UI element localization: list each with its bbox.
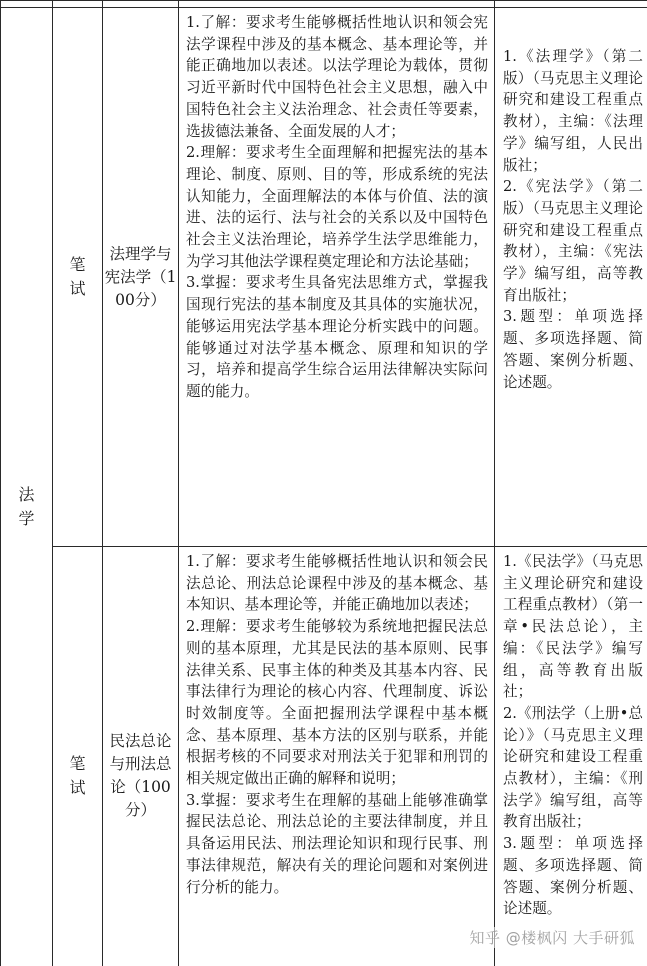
requirement-item: 3.掌握：要求考生在理解的基础上能够准确掌握民法总论、刑法总论的主要法律制度，并且具备运用民法、刑法理论知识和现行民事、刑事法律规范，解决有关的理论问题和对案例进行分析的能力。 [186,791,488,896]
requirement-item: 1.了解：要求考生能够概括性地认识和领会宪法学课程中涉及的基本概念、基本理论等，并能正确地加以表述。以法学理论为载体，贯彻习近平新时代中国特色社会主义思想，融入中国特色社会主义法治理念、社会责任等要素，选拔德法兼备、全面发展的人才； [186,14,488,140]
requirement-item: 2.理解：要求考生能够较为系统地把握民法总则的基本原理，尤其是民法的基本原则、民事法律关系、民事主体的种类及其基本内容、民事法律行为理论的核心内容、代理制度、诉讼时效制度等。全面把握刑法学课程中基本概念、基本原理、基本方法的区别与联系，并能根据考核的不同要求对刑法关于犯罪和刑罚的相关规定做出正确的解释和说明； [186,618,488,788]
strip-cell [495,1,647,8]
major-label: 法学 [18,484,35,528]
requirement-item: 3.掌握：要求考生具备宪法思维方式，掌握我国现行宪法的基本制度及其具体的实施状况，能够运用宪法学基本理论分析实践中的问题。能够通过对法学基本概念、原理和知识的学习，培养和提高学生综合运用法律解决实际问题的能力。 [186,274,488,400]
reference-item: 2.《刑法学（上册•总论）》（马克思主义理论研究和建设工程重点教材），主编：《刑法学》编写组，高等教育出版社； [503,704,643,831]
watermark: 知乎 @楼枫闪 大手研狐 [469,929,635,947]
exam-method-cell [53,547,103,966]
reference-item: 3.题型：单项选择题、多项选择题、简答题、案例分析题、论述题。 [503,835,643,918]
table-top-strip [1,1,647,8]
requirement-item: 2.理解：要求考生全面理解和把握宪法的基本理论、制度、原则、目的等，形成系统的宪法认知能力，全面理解法的本体与价值、法的演进、法的运行、法与社会的关系以及中国特色社会主义法治理论，培养学生法学思维能力，为学习其他法学课程奠定理论和方法论基础； [186,144,488,270]
reference-item: 3.题型：单项选择题、多项选择题、简答题、案例分析题、论述题。 [503,308,643,391]
requirements-cell [179,547,495,966]
exam-method-cell [53,8,103,547]
references-cell [495,547,647,966]
reference-item: 2.《宪法学》（第二版）（马克思主义理论研究和建设工程重点教材），主编：《宪法学》编写组，高等教育出版社； [503,178,643,304]
strip-cell [53,1,103,8]
requirement-item: 1.了解：要求考生能够概括性地认识和领会民法总论、刑法总论课程中涉及的基本概念、基本知识、基本理论等，并能正确地加以表述； [186,553,488,614]
reference-item: 1.《民法学》（马克思主义理论研究和建设工程重点教材）（第一章•民法总论），主编：《民法学》编写组，高等教育出版社； [503,553,643,701]
table-row [1,547,647,966]
reference-item: 1.《法理学》（第二版）（马克思主义理论研究和建设工程重点教材），主编：《法理学》编写组，人民出版社； [503,48,643,174]
major-cell [1,8,53,966]
requirements-cell [179,8,495,547]
subject-label: 民法总论与刑法总论（100分） [109,732,172,819]
exam-method-label: 笔试 [69,754,86,797]
strip-cell [179,1,495,8]
subject-label: 法理学与宪法学（100分） [104,244,177,309]
subject-cell [103,8,179,547]
subject-cell [103,547,179,966]
references-cell [495,8,647,547]
strip-cell [103,1,179,8]
table-row [1,8,647,547]
exam-method-label: 笔试 [69,255,86,298]
strip-cell [1,1,53,8]
